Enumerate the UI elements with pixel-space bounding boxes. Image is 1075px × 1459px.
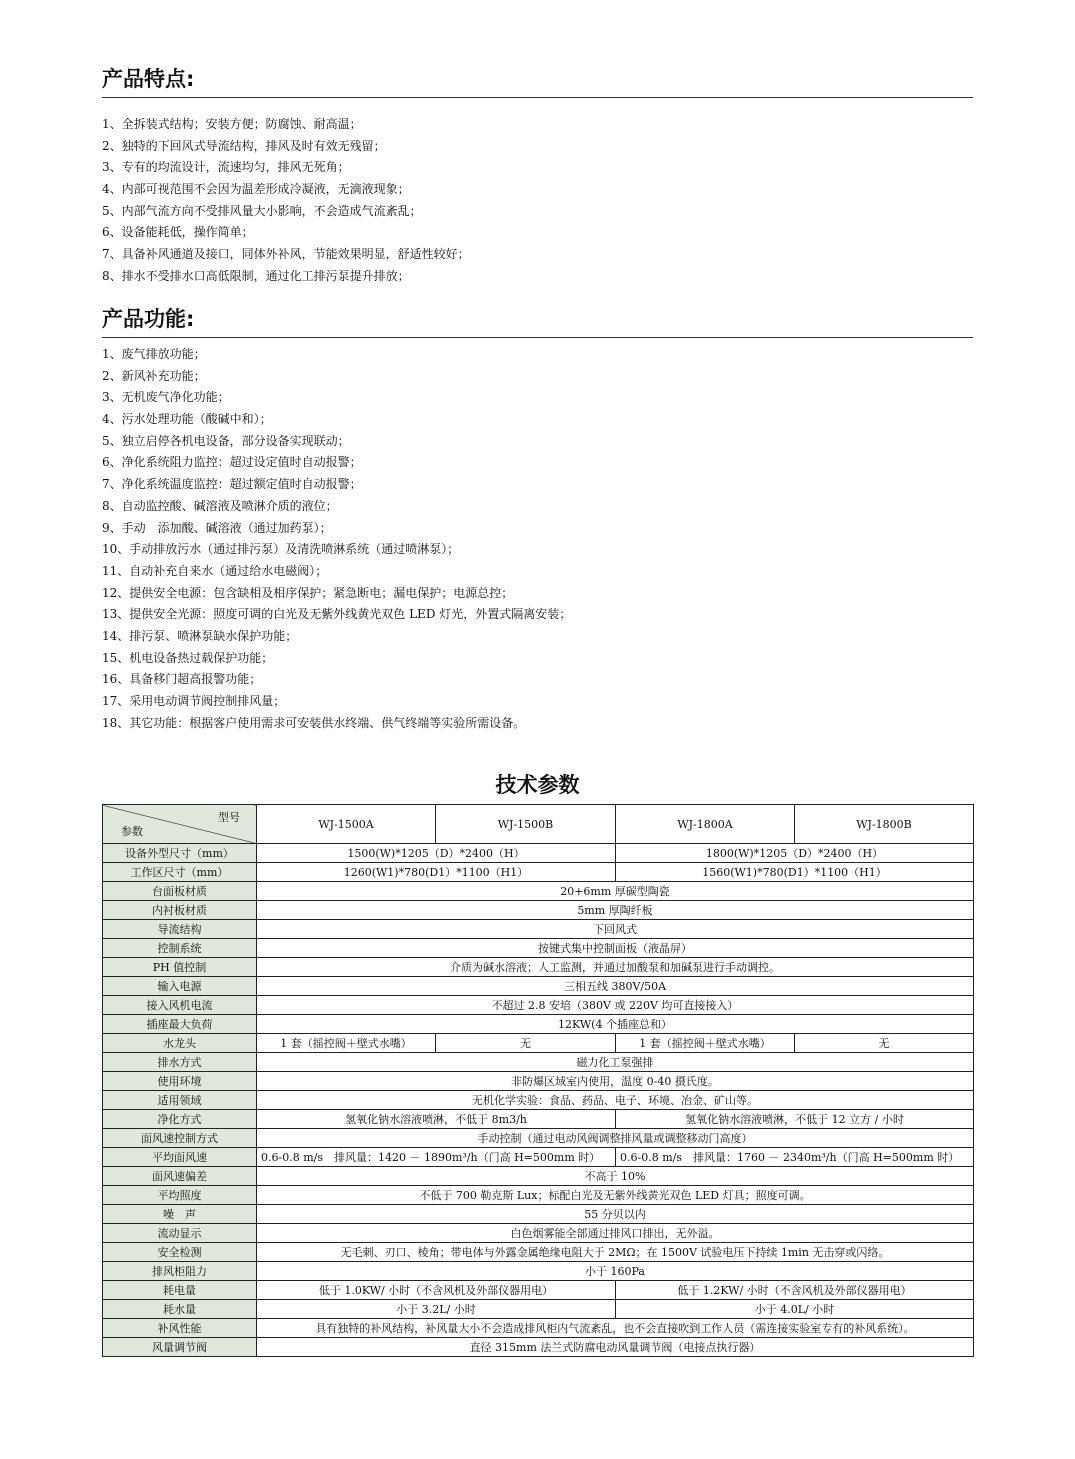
spec-value: 不超过 2.8 安培（380V 或 220V 均可直接接入）	[257, 996, 974, 1015]
spec-label: 控制系统	[103, 939, 257, 958]
spec-label: 流动显示	[103, 1224, 257, 1243]
list-item: 2、新风补充功能；	[102, 368, 206, 383]
spec-row	[103, 863, 974, 882]
spec-row	[103, 1053, 974, 1072]
list-item: 16、具备移门超高报警功能；	[102, 672, 262, 687]
spec-label: 导流结构	[103, 920, 257, 939]
spec-value: 1800(W)*1205（D）*2400（H）	[616, 844, 974, 863]
list-item: 18、其它功能：根据客户使用需求可安装供水终端、供气终端等实验所需设备。	[102, 715, 526, 730]
spec-value: 低于 1.0KW/ 小时（不含风机及外部仪器用电）	[257, 1281, 616, 1300]
spec-label: 工作区尺寸（mm）	[103, 863, 257, 882]
spec-row	[103, 977, 974, 996]
spec-value: 磁力化工泵强排	[257, 1053, 974, 1072]
spec-row	[103, 1129, 974, 1148]
spec-label: 补风性能	[103, 1319, 257, 1338]
spec-label: 平均照度	[103, 1186, 257, 1205]
functions-section	[102, 306, 973, 734]
tech-title: 技术参数	[495, 773, 580, 797]
spec-row	[103, 996, 974, 1015]
list-item: 4、内部可视范围不会因为温差形成冷凝液，无滴液现象；	[102, 182, 410, 197]
spec-value: 5mm 厚陶纤板	[257, 901, 974, 920]
model-header: WJ-1500A	[257, 805, 436, 844]
list-item: 7、净化系统温度监控：超过额定值时自动报警；	[102, 477, 362, 492]
spec-label: 排风柜阻力	[103, 1262, 257, 1281]
spec-label: 输入电源	[103, 977, 257, 996]
spec-value: 1 套（摇控阀＋壁式水嘴）	[257, 1034, 436, 1053]
spec-label: 台面板材质	[103, 882, 257, 901]
spec-label: 适用领域	[103, 1091, 257, 1110]
list-item: 5、内部气流方向不受排风量大小影响，不会造成气流紊乱；	[102, 203, 422, 218]
spec-value: 1260(W1)*780(D1）*1100（H1）	[257, 863, 616, 882]
spec-row	[103, 1338, 974, 1357]
features-list	[102, 114, 973, 288]
spec-label: 风量调节阀	[103, 1338, 257, 1357]
spec-label: PH 值控制	[103, 958, 257, 977]
list-item: 12、提供安全电源：包含缺相及相序保护；紧急断电；漏电保护；电源总控；	[102, 585, 514, 600]
spec-value: 直径 315mm 法兰式防腐电动风量调节阀（电接点执行器）	[257, 1338, 974, 1357]
list-item: 1、全拆装式结构；安装方便；防腐蚀、耐高温；	[102, 117, 362, 131]
spec-value: 1 套（摇控阀＋壁式水嘴）	[616, 1034, 795, 1053]
spec-value: 1560(W1)*780(D1）*1100（H1）	[616, 863, 974, 882]
spec-label: 使用环境	[103, 1072, 257, 1091]
spec-row	[103, 1015, 974, 1034]
spec-label: 平均面风速	[103, 1148, 257, 1167]
spec-row	[103, 882, 974, 901]
list-item: 2、独特的下回风式导流结构，排风及时有效无残留；	[102, 138, 386, 153]
spec-value: 低于 1.2KW/ 小时（不含风机及外部仪器用电）	[616, 1281, 974, 1300]
list-item: 6、设备能耗低，操作简单；	[102, 225, 254, 240]
list-item: 17、采用电动调节阀控制排风量；	[102, 694, 286, 708]
corner-model-label: 型号	[218, 811, 240, 824]
spec-row	[103, 1205, 974, 1224]
spec-row	[103, 1319, 974, 1338]
list-item: 8、排水不受排水口高低限制，通过化工排污泵提升排放；	[102, 268, 410, 283]
spec-label: 噪 声	[103, 1205, 257, 1224]
list-item: 4、污水处理功能（酸碱中和）；	[102, 412, 272, 427]
spec-label: 耗水量	[103, 1300, 257, 1319]
spec-value: 不低于 700 勒克斯 Lux；标配白光及无紫外线黄光双色 LED 灯具；照度可调。	[257, 1186, 974, 1205]
spec-value: 20+6mm 厚碳型陶瓷	[257, 882, 974, 901]
spec-label: 安全检测	[103, 1243, 257, 1262]
spec-value: 无机化学实验：食品、药品、电子、环境、冶金、矿山等。	[257, 1091, 974, 1110]
list-item: 13、提供安全光源：照度可调的白光及无紫外线黄光双色 LED 灯光，外置式隔离安装；	[102, 607, 572, 622]
spec-value: 按键式集中控制面板（液晶屏）	[257, 939, 974, 958]
spec-label: 水龙头	[103, 1034, 257, 1053]
spec-row	[103, 844, 974, 863]
spec-value: 白色烟雾能全部通过排风口排出，无外溢。	[257, 1224, 974, 1243]
spec-header-row	[103, 805, 974, 844]
spec-value: 下回风式	[257, 920, 974, 939]
list-item: 6、净化系统阻力监控：超过设定值时自动报警；	[102, 455, 362, 470]
functions-title: 产品功能:	[102, 306, 973, 338]
corner-header-cell	[103, 805, 257, 844]
spec-value: 介质为碱水溶液；人工监测，并通过加酸泵和加碱泵进行手动调控。	[257, 958, 974, 977]
features-title: 产品特点:	[102, 66, 973, 98]
model-header: WJ-1500B	[436, 805, 616, 844]
spec-value: 非防爆区域室内使用，温度 0-40 摄氏度。	[257, 1072, 974, 1091]
spec-value: 0.6-0.8 m/s 排风量：1420 － 1890m³/h（门高 H=500mm 时）	[257, 1148, 616, 1167]
list-item: 1、废气排放功能；	[102, 347, 206, 361]
spec-value: 小于 160Pa	[257, 1262, 974, 1281]
spec-row	[103, 1243, 974, 1262]
spec-row	[103, 1300, 974, 1319]
spec-row	[103, 1034, 974, 1053]
list-item: 15、机电设备热过载保护功能；	[102, 650, 274, 665]
spec-label: 设备外型尺寸（mm）	[103, 844, 257, 863]
spec-row	[103, 939, 974, 958]
spec-row	[103, 1148, 974, 1167]
spec-value: 具有独特的补风结构，补风量大小不会造成排风柜内气流紊乱，也不会直接吹到工作人员（需连接实验室专有的补风系统）。	[257, 1319, 974, 1338]
spec-row	[103, 920, 974, 939]
spec-label: 内衬板材质	[103, 901, 257, 920]
features-section	[102, 66, 973, 288]
list-item: 8、自动监控酸、碱溶液及喷淋介质的液位；	[102, 498, 338, 513]
spec-label: 面风速控制方式	[103, 1129, 257, 1148]
spec-row	[103, 1167, 974, 1186]
spec-label: 插座最大负荷	[103, 1015, 257, 1034]
spec-table	[102, 804, 974, 1357]
list-item: 5、独立启停各机电设备，部分设备实现联动；	[102, 433, 350, 448]
spec-value: 12KW(4 个插座总和）	[257, 1015, 974, 1034]
list-item: 3、专有的均流设计，流速均匀，排风无死角；	[102, 160, 350, 175]
list-item: 10、手动排放污水（通过排污泵）及清洗喷淋系统（通过喷淋泵）；	[102, 542, 460, 557]
spec-value: 无毛刺、刃口、棱角；带电体与外露金属绝缘电阻大于 2MΩ；在 1500V 试验电压下持续 1min 无击穿或闪络。	[257, 1243, 974, 1262]
spec-row	[103, 901, 974, 920]
model-header: WJ-1800A	[616, 805, 795, 844]
model-header: WJ-1800B	[795, 805, 974, 844]
spec-label: 面风速偏差	[103, 1167, 257, 1186]
spec-value: 无	[436, 1034, 616, 1053]
spec-row	[103, 1091, 974, 1110]
spec-value: 不高于 10%	[257, 1167, 974, 1186]
corner-param-label: 参数	[121, 825, 143, 838]
spec-row	[103, 1072, 974, 1091]
spec-value: 小于 4.0L/ 小时	[616, 1300, 974, 1319]
list-item: 14、排污泵、喷淋泵缺水保护功能；	[102, 628, 298, 643]
spec-value: 手动控制（通过电动风阀调整排风量或调整移动门高度）	[257, 1129, 974, 1148]
list-item: 9、手动 添加酸、碱溶液（通过加药泵）；	[102, 520, 332, 535]
spec-value: 0.6-0.8 m/s 排风量：1760 － 2340m³/h（门高 H=500mm 时）	[616, 1148, 974, 1167]
spec-label: 排水方式	[103, 1053, 257, 1072]
spec-value: 氢氧化钠水溶液喷淋，不低于 12 立方 / 小时	[616, 1110, 974, 1129]
functions-list	[102, 344, 973, 734]
spec-label: 净化方式	[103, 1110, 257, 1129]
spec-value: 三相五线 380V/50A	[257, 977, 974, 996]
spec-row	[103, 1262, 974, 1281]
spec-label: 耗电量	[103, 1281, 257, 1300]
spec-label: 接入风机电流	[103, 996, 257, 1015]
spec-row	[103, 1110, 974, 1129]
spec-value: 氢氧化钠水溶液喷淋，不低于 8m3/h	[257, 1110, 616, 1129]
spec-value: 小于 3.2L/ 小时	[257, 1300, 616, 1319]
spec-row	[103, 1281, 974, 1300]
spec-row	[103, 958, 974, 977]
spec-value: 1500(W)*1205（D）*2400（H）	[257, 844, 616, 863]
list-item: 11、自动补充自来水（通过给水电磁阀）；	[102, 563, 328, 578]
list-item: 3、无机废气净化功能；	[102, 390, 230, 405]
spec-row	[103, 1186, 974, 1205]
spec-value: 无	[795, 1034, 974, 1053]
spec-value: 55 分贝以内	[257, 1205, 974, 1224]
list-item: 7、具备补风通道及接口，同体外补风，节能效果明显，舒适性较好；	[102, 247, 470, 262]
spec-row	[103, 1224, 974, 1243]
